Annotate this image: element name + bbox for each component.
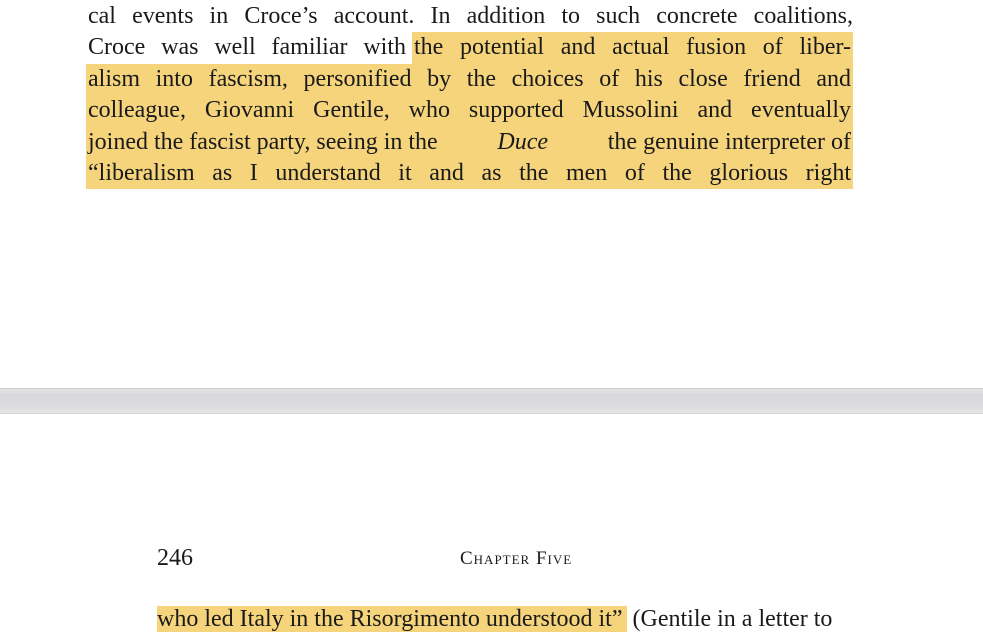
text-line-bottom-highlight[interactable]: who led Italy in the Risorgimento understood it” — [157, 606, 627, 632]
text-line-2 — [88, 32, 853, 63]
document-page-lower — [0, 414, 983, 632]
text-line-bottom — [157, 604, 832, 635]
text-line-bottom-plain: (Gentile in a letter to — [632, 606, 833, 632]
text-line-4 — [88, 95, 853, 126]
text-line-2-plain: Croce was well familiar with — [88, 34, 406, 61]
duce-italic: Duce — [497, 128, 549, 155]
running-head: Chapter Five — [460, 548, 573, 569]
text-line-1 — [88, 1, 853, 32]
text-line-5 — [88, 127, 853, 158]
text-line-5-highlight[interactable] — [86, 127, 853, 158]
text-line-5-after: the genuine interpreter of — [607, 128, 851, 155]
text-line-2-highlight[interactable]: the potential and actual fusion of liber- — [412, 32, 853, 63]
page-number: 246 — [157, 545, 193, 571]
text-line-1-content: cal events in Croce’s account. In addition to such concrete coalitions, — [88, 3, 853, 29]
text-line-4-highlight[interactable]: colleague, Giovanni Gentile, who supported Mussolini and eventually — [86, 95, 853, 126]
text-line-6-highlight[interactable]: “liberalism as I understand it and as the men of the glorious right — [86, 158, 853, 189]
text-line-3-highlight[interactable]: alism into fascism, personified by the choices of his close friend and — [86, 64, 853, 95]
paragraph — [88, 0, 853, 189]
page-separator — [0, 388, 983, 414]
text-line-6 — [88, 158, 853, 189]
text-line-5-before: joined the fascist party, seeing in the — [88, 128, 438, 155]
text-line-3 — [88, 64, 853, 95]
